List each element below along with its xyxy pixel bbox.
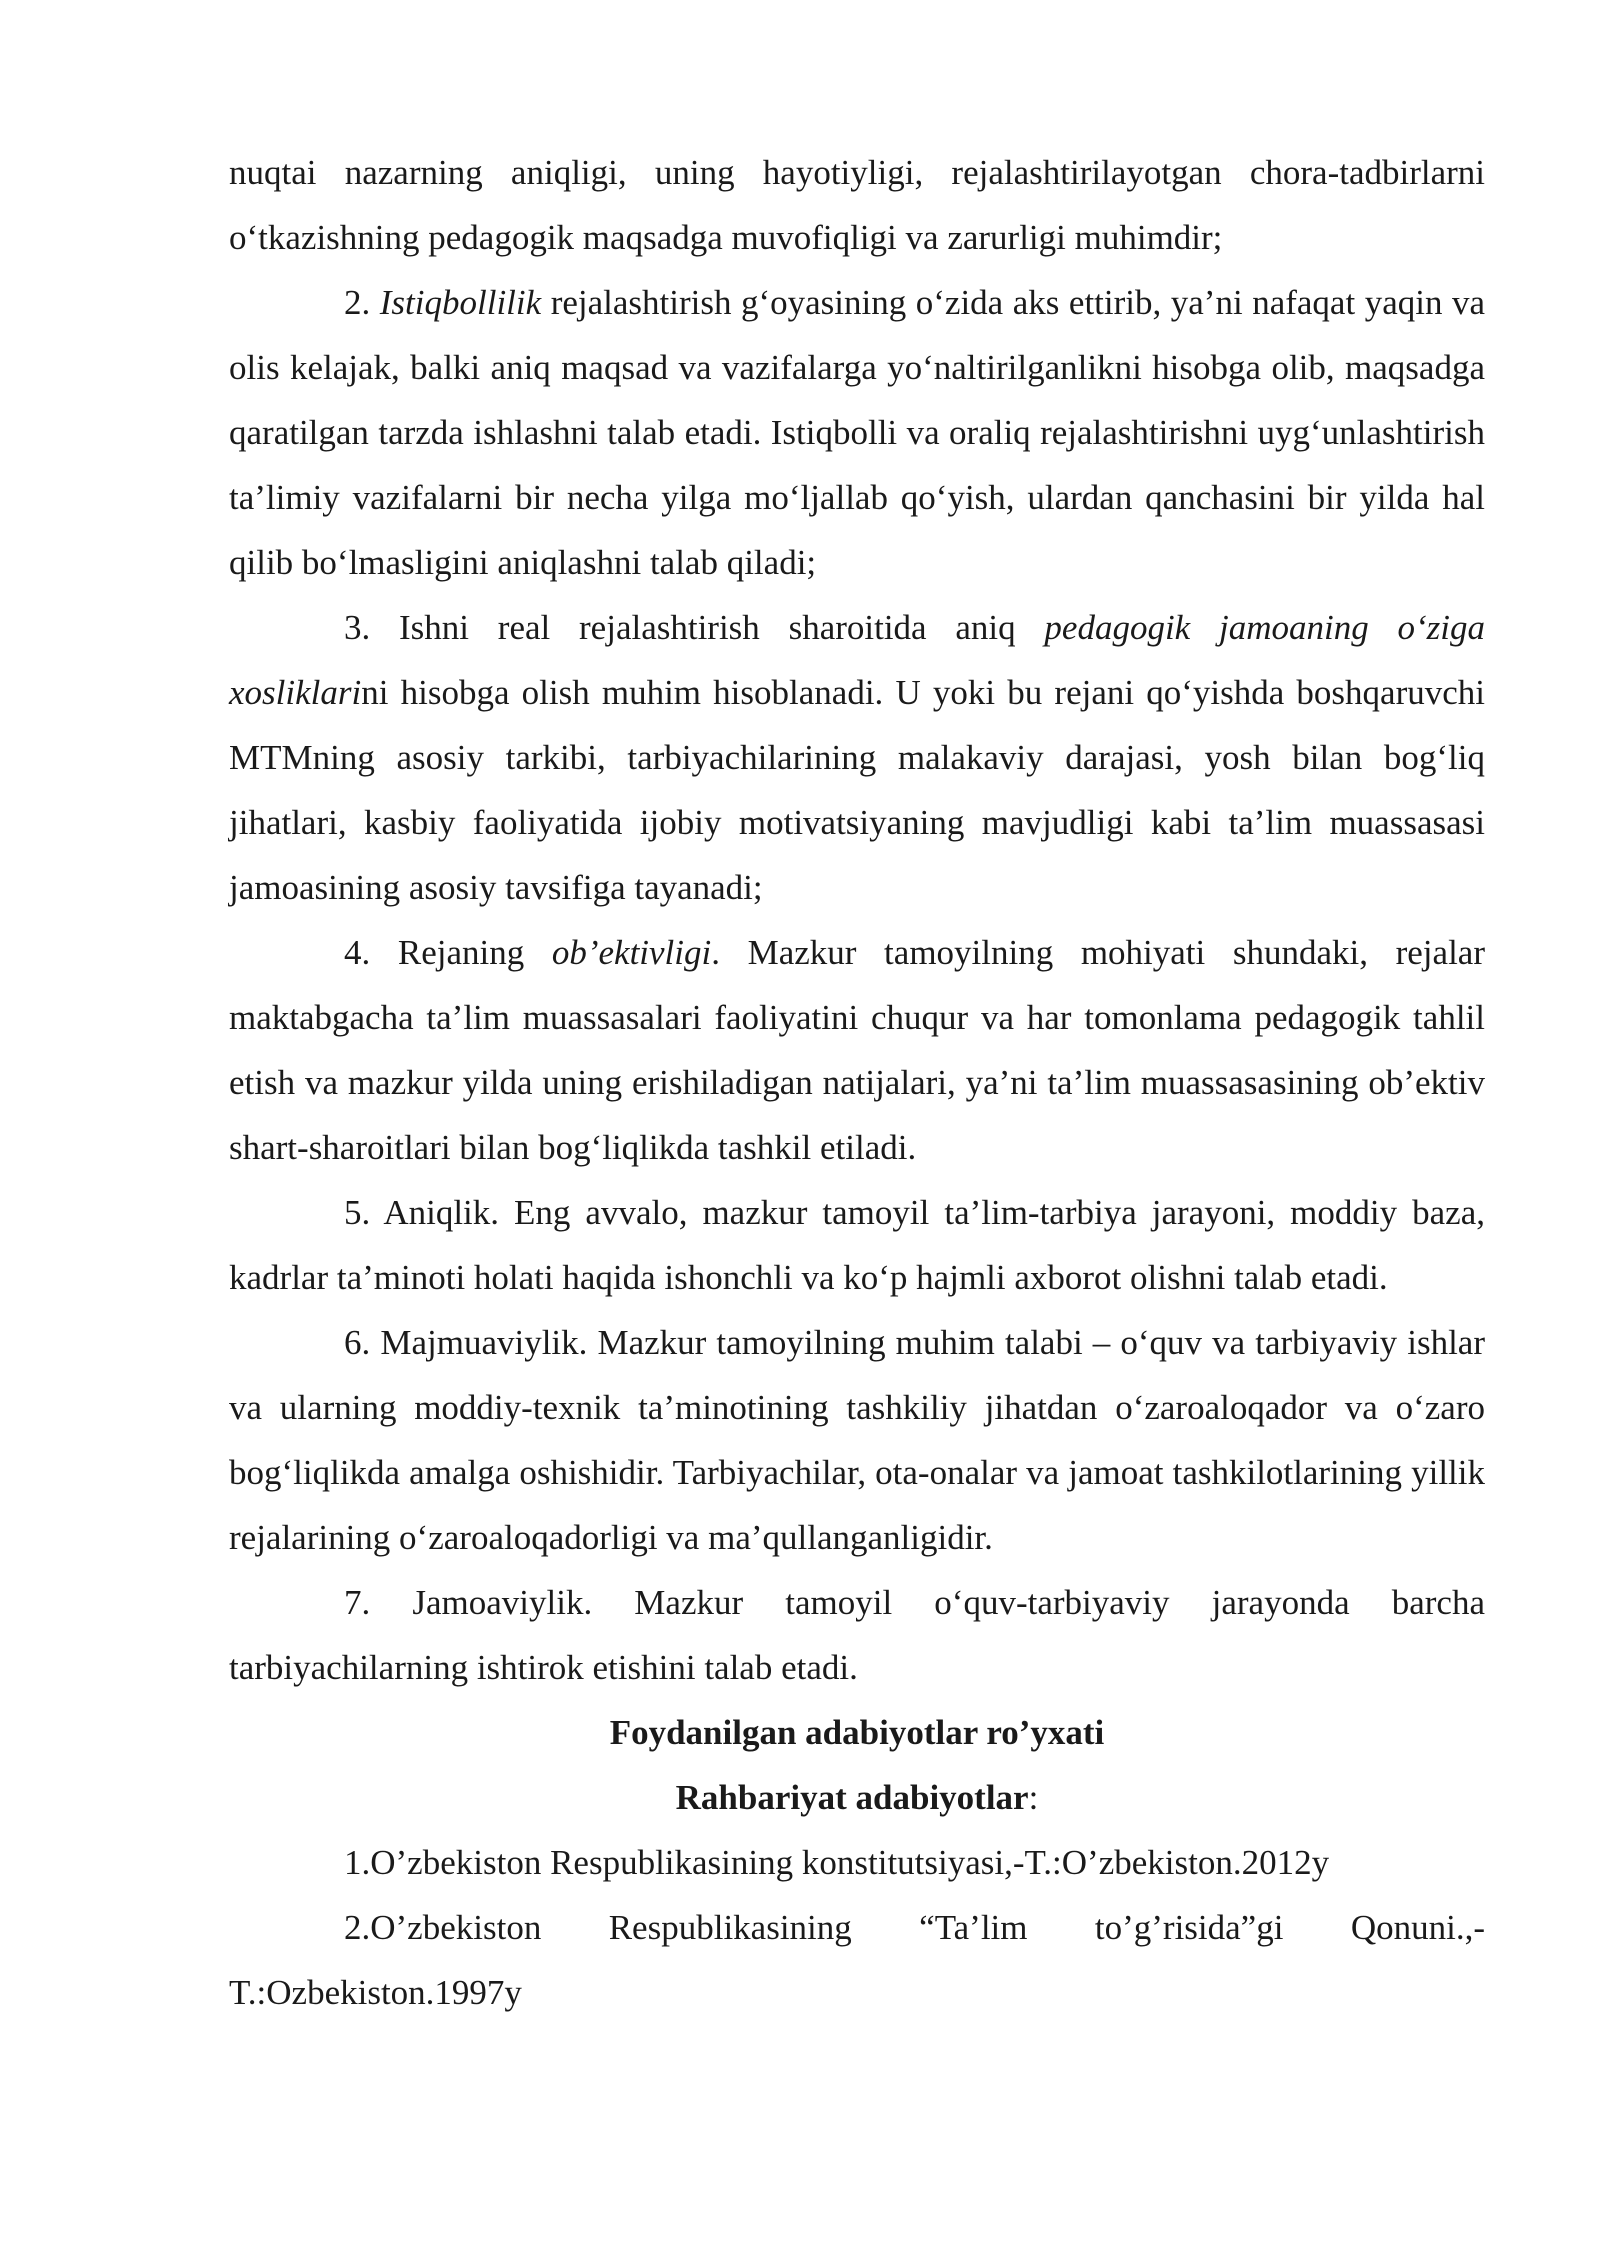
- principle-text: . Mazkur tamoyilning mohiyati shundaki, rejalar maktabgacha ta’lim muassasalari faoliyatini chuqur va har tomonlama pedagogik tahlil etish va mazkur yilda uning erishiladigan natijalari, ya’ni ta’lim muassasasining ob’ektiv shart-sharoitlari bilan bog‘liqlikda tashkil etiladi.: [229, 933, 1485, 1167]
- paragraph-continuation: nuqtai nazarning aniqligi, uning hayotiyligi, rejalashtirilayotgan chora-tadbirlarni o‘tkazishning pedagogik maqsadga muvofiqligi va zarurligi muhimdir;: [229, 153, 1485, 257]
- paragraph-principle-2: [229, 270, 1485, 595]
- paragraph-principle-5: 5. Aniqlik. Eng avvalo, mazkur tamoyil ta’lim-tarbiya jarayoni, moddiy baza, kadrlar ta’minoti holati haqida ishonchli va ko‘p hajmli axborot olishni talab etadi.: [229, 1193, 1485, 1297]
- principle-number: 2.: [344, 283, 380, 322]
- guidance-heading-colon: :: [1028, 1778, 1039, 1817]
- guidance-heading: [229, 1765, 1485, 1830]
- paragraph-principle-6: 6. Majmuaviylik. Mazkur tamoyilning muhim talabi – o‘quv va tarbiyaviy ishlar va ularning moddiy-texnik ta’minotining tashkiliy jihatdan o‘zaroaloqador va o‘zaro bog‘liqlikda amalga oshishidir. Tarbiyachilar, ota-onalar va jamoat tashkilotlarining yillik rejalarining o‘zaroaloqadorligi va ma’qullanganligidir.: [229, 1323, 1485, 1557]
- principle-term: ob’ektivligi: [551, 933, 712, 972]
- paragraph-principle-7: 7. Jamoaviylik. Mazkur tamoyil o‘quv-tarbiyaviy jarayonda barcha tarbiyachilarning ishtirok etishini talab etadi.: [229, 1583, 1485, 1687]
- principle-term: Istiqbollilik: [379, 283, 542, 322]
- principle-text: ni hisobga olish muhim hisoblanadi. U yoki bu rejani qo‘yishda boshqaruvchi MTMning asosiy tarkibi, tarbiyachilarining malakaviy darajasi, yosh bilan bog‘liq jihatlari, kasbiy faoliyatida ijobiy motivatsiyaning mavjudligi kabi ta’lim muassasasi jamoasining asosiy tavsifiga tayanadi;: [229, 673, 1485, 907]
- principle-text-pre: 3. Ishni real rejalashtirish sharoitida aniq: [344, 608, 1045, 647]
- document-page: [229, 140, 1485, 2025]
- principle-term: pedagogik jamoaning o‘ziga xosliklari: [229, 608, 1485, 712]
- reference-item-2: 2.O’zbekiston Respublikasining “Ta’lim to’g’risida”gi Qonuni.,-T.:Ozbekiston.1997y: [229, 1908, 1485, 2012]
- references-heading: Foydanilgan adabiyotlar ro’yxati: [609, 1713, 1105, 1752]
- paragraph-principle-4: [229, 920, 1485, 1180]
- reference-item-1: 1.O’zbekiston Respublikasining konstitutsiyasi,-T.:O’zbekiston.2012y: [344, 1843, 1330, 1882]
- paragraph-principle-3: [229, 595, 1485, 920]
- guidance-heading-text: Rahbariyat adabiyotlar: [675, 1778, 1029, 1817]
- principle-text-pre: 4. Rejaning: [344, 933, 552, 972]
- principle-text: rejalashtirish g‘oyasining o‘zida aks ettirib, ya’ni nafaqat yaqin va olis kelajak, balki aniq maqsad va vazifalarga yo‘naltirilganlikni hisobga olib, maqsadga qaratilgan tarzda ishlashni talab etadi. Istiqbolli va oraliq rejalashtirishni uyg‘unlashtirish ta’limiy vazifalarni bir necha yilga mo‘ljallab qo‘yish, ulardan qanchasini bir yilda hal qilib bo‘lmasligini aniqlashni talab qiladi;: [229, 283, 1486, 582]
